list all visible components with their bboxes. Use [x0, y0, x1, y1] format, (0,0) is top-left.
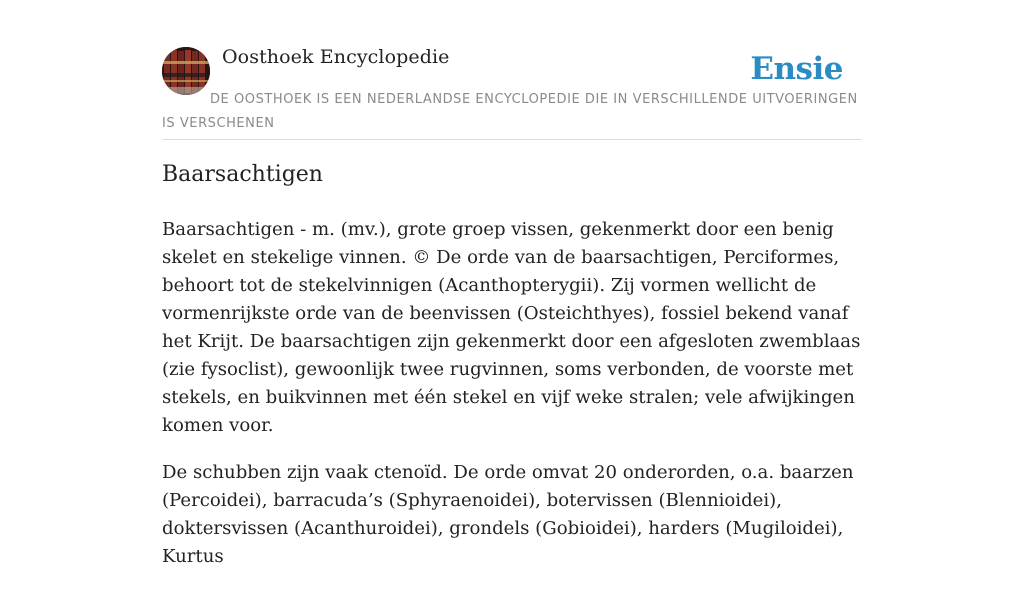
- article-paragraph: Baarsachtigen - m. (mv.), grote groep vissen, gekenmerkt door een benig skelet en stekelige vinnen. © De orde van de baarsachtigen, Perciformes, behoort tot de stekelvinnigen (Acanthopterygii). Zij vormen wellicht de vormenrijkste orde van de beenvissen (Osteichthyes), fossiel bekend vanaf het Krijt. De baarsachtigen zijn gekenmerkt door een afgesloten zwemblaas (zie fysoclist), gewoonlijk twee rugvinnen, soms verbonden, de voorste met stekels, en buikvinnen met één stekel en vijf weke stralen; vele afwijkingen komen voor.: [162, 219, 861, 436]
- source-description: DE OOSTHOEK IS EEN NEDERLANDSE ENCYCLOPEDIE DIE IN VERSCHILLENDE UITVOERINGEN IS VERSCHENEN: [162, 92, 858, 131]
- source-title[interactable]: Oosthoek Encyclopedie: [222, 46, 450, 68]
- article-paragraph: De schubben zijn vaak ctenoïd. De orde omvat 20 onderorden, o.a. baarzen (Percoidei), barracuda’s (Sphyraenoidei), botervissen (Blennioidei), doktersvissen (Acanthuroidei), grondels (Gobioidei), harders (Mugiloidei), Kurtus: [162, 462, 854, 567]
- article-title: Baarsachtigen: [162, 162, 323, 187]
- source-header: [162, 0, 862, 140]
- brand-logo[interactable]: Ensie: [750, 51, 843, 87]
- page: [162, 0, 862, 567]
- header-divider: [162, 139, 862, 140]
- article-body: [162, 216, 866, 590]
